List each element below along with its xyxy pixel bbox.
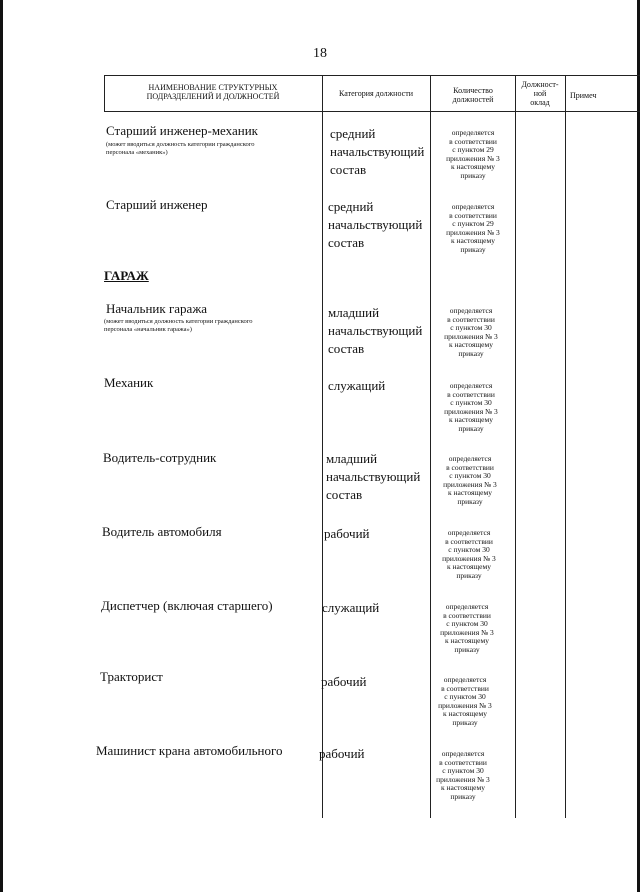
position-name: Старший инженер [106, 197, 208, 212]
header-top-rule [104, 75, 640, 76]
position-category: рабочий [324, 526, 370, 541]
position-name: Механик [104, 375, 154, 390]
position-count: определяется в соответствии с пунктом 30 приложения № 3 к настоящему приказу [438, 675, 492, 727]
position-count: определяется в соответствии с пунктом 30 приложения № 3 к настоящему приказу [440, 602, 494, 654]
position-name: Машинист крана автомобильного [96, 743, 283, 758]
header-count: Количество должностей [452, 86, 494, 104]
position-count: определяется в соответствии с пунктом 30 приложения № 3 к настоящему приказу [444, 381, 498, 433]
position-note: (может вводиться должность категории гражданского персонала «механик») [106, 141, 255, 156]
header-category: Категория должности [339, 89, 413, 98]
header-name: НАИМЕНОВАНИЕ СТРУКТУРНЫХ ПОДРАЗДЕЛЕНИЙ И ДОЛЖНОСТЕЙ [146, 83, 280, 101]
position-name: Водитель-сотрудник [103, 450, 217, 465]
position-count: определяется в соответствии с пунктом 30 приложения № 3 к настоящему приказу [436, 749, 490, 801]
position-category: младший начальствующий состав [328, 305, 423, 356]
position-count: определяется в соответствии с пунктом 30 приложения № 3 к настоящему приказу [442, 528, 496, 580]
column-divider-1 [104, 75, 105, 112]
position-name: Диспетчер (включая старшего) [101, 598, 273, 613]
position-name: Водитель автомобиля [102, 524, 222, 539]
position-count: определяется в соответствии с пунктом 30 приложения № 3 к настоящему приказу [444, 306, 498, 358]
position-note: (может вводиться должность категории гражданского персонала «начальник гаража») [104, 318, 253, 333]
position-category: служащий [328, 378, 386, 393]
position-category: рабочий [319, 746, 365, 761]
position-count: определяется в соответствии с пунктом 29 приложения № 3 к настоящему приказу [446, 128, 500, 180]
header-bottom-rule [104, 111, 640, 112]
position-count: определяется в соответствии с пунктом 29 приложения № 3 к настоящему приказу [446, 202, 500, 254]
position-name: Старший инженер-механик [106, 123, 258, 138]
position-category: рабочий [321, 674, 367, 689]
header-salary: Должност- ной оклад [521, 80, 559, 107]
header-note: Примеч [570, 91, 597, 100]
position-name: Тракторист [100, 669, 163, 684]
scan-edge-left [0, 0, 3, 892]
position-category: средний начальствующий состав [330, 126, 425, 177]
column-divider-5 [565, 75, 566, 818]
position-category: младший начальствующий состав [326, 451, 421, 502]
page-number: 18 [313, 46, 327, 61]
column-divider-2 [322, 75, 323, 818]
position-category: средний начальствующий состав [328, 199, 423, 250]
position-name: Начальник гаража [106, 301, 208, 316]
column-divider-4 [515, 75, 516, 818]
position-count: определяется в соответствии с пунктом 30 приложения № 3 к настоящему приказу [443, 454, 497, 506]
section-heading-garage: ГАРАЖ [104, 268, 149, 283]
position-category: служащий [322, 600, 380, 615]
